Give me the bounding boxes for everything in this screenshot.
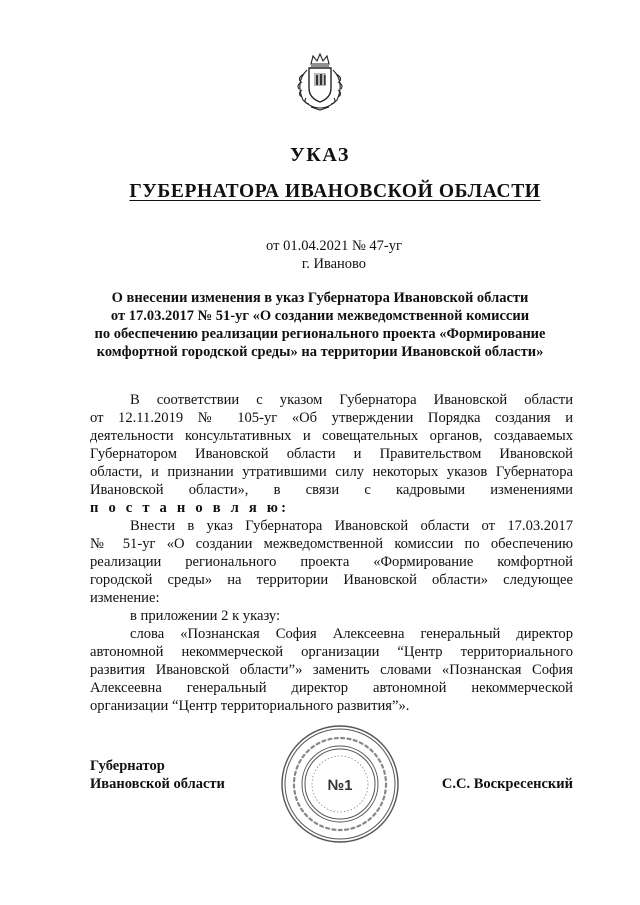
body-line: от 12.11.2019 № 105-уг «Об утверждении Порядка создания и: [90, 410, 573, 426]
body-line: области, и признании утратившими силу некоторых указов Губернатора: [90, 464, 573, 480]
date-number: от 01.04.2021 № 47-уг: [266, 238, 402, 254]
ivanovo-coat-of-arms-icon: [289, 52, 351, 114]
subject-heading: [70, 289, 570, 361]
body-line: изменение:: [90, 590, 160, 606]
body-line: реализации регионального проекта «Формирование комфортной: [90, 554, 573, 570]
body-line: в приложении 2 к указу:: [130, 608, 281, 624]
signatory-position: [90, 757, 225, 793]
body-line: Губернатором Ивановской области и Правительством Ивановской: [90, 446, 573, 462]
document-title: УКАЗ: [289, 144, 351, 166]
decree-word: п о с т а н о в л я ю:: [90, 500, 290, 516]
body-line: Алексеевна генеральный директор автономной некоммерческой: [90, 680, 573, 696]
body-line: Внести в указ Губернатора Ивановской области от 17.03.2017: [130, 518, 573, 534]
body-line: городской среды» на территории Ивановской области» следующее: [90, 572, 573, 588]
official-seal-icon: [278, 722, 402, 846]
body-line: № 51-уг «О создании межведомственной комиссии по обеспечению: [90, 536, 573, 552]
body-line: В соответствии с указом Губернатора Ивановской области: [130, 392, 573, 408]
body-line: деятельности консультативных и совещательных органов, создаваемых: [90, 428, 573, 444]
body-line: развития Ивановской области”» заменить словами «Познанская София: [90, 662, 573, 678]
date-place-block: [0, 237, 640, 273]
position-line: Ивановской области: [90, 776, 225, 792]
body-line: Ивановской области», в связи с кадровыми изменениями: [90, 482, 573, 498]
seal-number: №1: [327, 777, 353, 794]
document-body: [90, 391, 573, 715]
body-line: слова «Познанская София Алексеевна генеральный директор: [130, 626, 573, 642]
subject-line: по обеспечению реализации регионального проекта «Формирование: [94, 326, 546, 342]
subject-line: от 17.03.2017 № 51-уг «О создании межведомственной комиссии: [110, 308, 530, 324]
city: г. Иваново: [301, 256, 367, 272]
issuer-title: ГУБЕРНАТОРА ИВАНОВСКОЙ ОБЛАСТИ: [129, 181, 541, 202]
position-line: Губернатор: [90, 758, 165, 774]
body-line: организации “Центр территориального развития”».: [90, 698, 410, 714]
body-line: автономной некоммерческой организации “Центр территориального: [90, 644, 573, 660]
subject-line: О внесении изменения в указ Губернатора Ивановской области: [111, 290, 529, 306]
signatory-name: С.С. Воскресенский: [441, 776, 573, 792]
subject-line: комфортной городской среды» на территории Ивановской области»: [96, 344, 544, 360]
